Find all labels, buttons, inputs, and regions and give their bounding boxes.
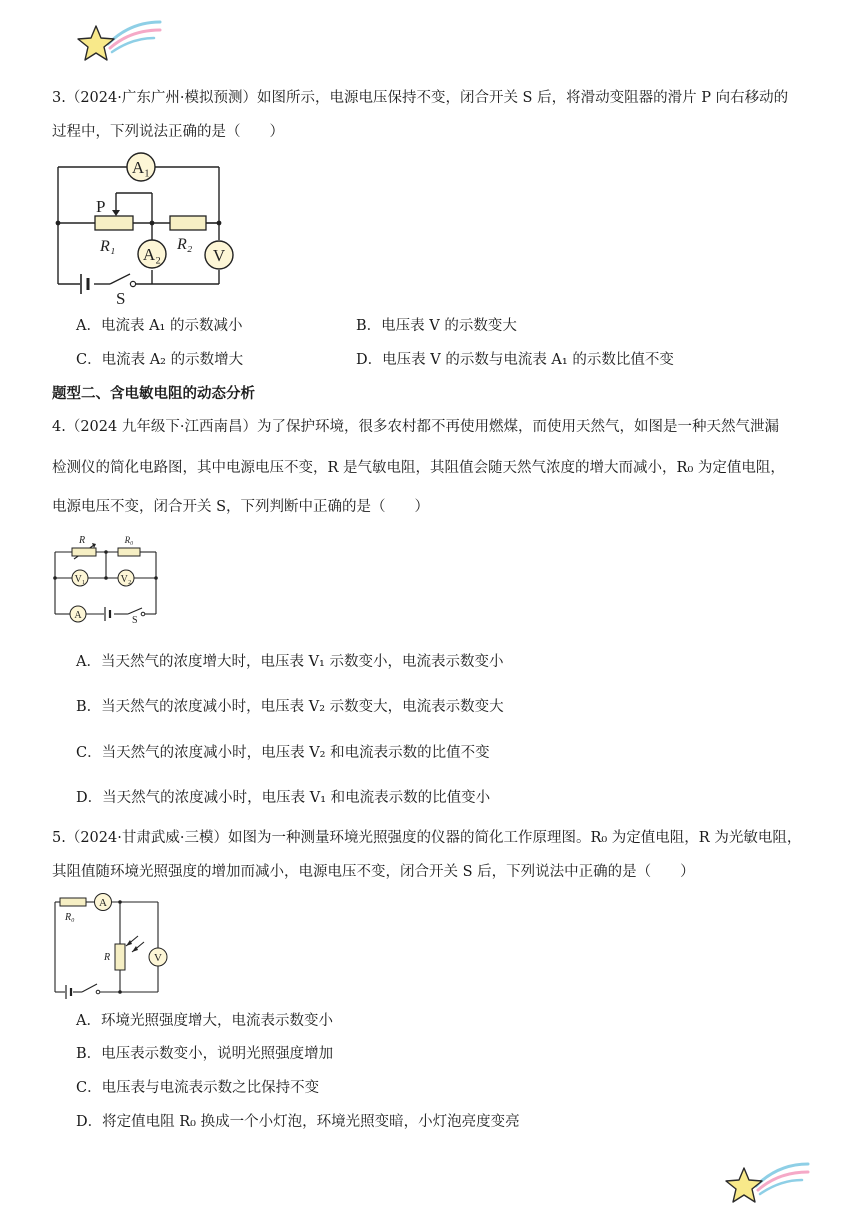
q5-option-d: D．将定值电阻 R₀ 换成一个小灯泡，环境光照变暗，小灯泡亮度变亮 (76, 1114, 520, 1130)
shooting-star-icon (74, 14, 164, 64)
q3-option-a: A．电流表 A₁ 的示数减小 (76, 318, 243, 334)
q4-option-d: D．当天然气的浓度减小时，电压表 V₁ 和电流表示数的比值变小 (76, 790, 491, 806)
q5-option-a: A．环境光照强度增大，电流表示数变小 (76, 1013, 333, 1029)
q3-label-S: S (116, 289, 126, 308)
q3-label-R2: R₂ (177, 236, 193, 253)
q4-circuit-diagram (52, 532, 164, 624)
q4-option-b: B．当天然气的浓度减小时，电压表 V₂ 示数变大，电流表示数变大 (76, 699, 504, 715)
q3-label-P: P (96, 197, 106, 216)
q5-label-A: A (99, 897, 107, 909)
q3-circuit-diagram (52, 150, 242, 310)
q4-option-a: A．当天然气的浓度增大时，电压表 V₁ 示数变小，电流表示数变小 (76, 654, 504, 670)
shooting-star-icon (722, 1156, 812, 1206)
section-title: 题型二、含电敏电阻的动态分析 (52, 386, 255, 402)
q4-label-R0: R₀ (124, 535, 134, 545)
q4-label-A: A (74, 610, 82, 621)
q3-option-c: C．电流表 A₂ 的示数增大 (76, 352, 244, 368)
q5-option-c: C．电压表与电流表示数之比保持不变 (76, 1080, 320, 1096)
q3-option-b: B．电压表 V 的示数变大 (356, 318, 517, 334)
q3-stem-line1: 3.（2024·广东广州·模拟预测）如图所示，电源电压保持不变，闭合开关 S 后，将滑动变阻器的滑片 P 向右移动的 (52, 90, 789, 106)
q5-label-V: V (154, 952, 162, 964)
q3-stem-line2: 过程中，下列说法正确的是（ ） (52, 124, 284, 140)
q3-label-A2: A₂ (142, 245, 162, 264)
q3-label-R1: R₁ (100, 238, 116, 255)
q4-label-R: R (78, 535, 86, 546)
q4-label-S: S (132, 615, 138, 624)
q5-label-R: R (104, 952, 111, 963)
q4-stem-line2: 检测仪的简化电路图，其中电源电压不变，R 是气敏电阻，其阻值会随天然气浓度的增大而减小，R₀ 为定值电阻， (52, 460, 785, 476)
q3-option-d: D．电压表 V 的示数与电流表 A₁ 的示数比值不变 (356, 352, 674, 368)
q3-label-A1: A₁ (131, 158, 151, 177)
q4-stem-line3: 电源电压不变，闭合开关 S，下列判断中正确的是（ ） (52, 499, 430, 515)
q5-option-b: B．电压表示数变小，说明光照强度增加 (76, 1046, 334, 1062)
q4-label-V2: V₂ (120, 574, 132, 585)
q5-circuit-diagram (52, 892, 182, 1000)
q5-stem-line1: 5.（2024·甘肃武威·三模）如图为一种测量环境光照强度的仪器的简化工作原理图。R₀ 为定值电阻，R 为光敏电阻， (52, 830, 802, 846)
q4-stem-line1: 4.（2024 九年级下·江西南昌）为了保护环境，很多农村都不再使用燃煤，而使用天然气，如图是一种天然气泄漏 (52, 419, 779, 435)
q5-label-R0: R₀ (65, 912, 75, 923)
q5-stem-line2: 其阻值随环境光照强度的增加而减小，电源电压不变，闭合开关 S 后，下列说法中正确的是（ ） (52, 864, 695, 880)
q4-label-V1: V₁ (74, 574, 86, 585)
q3-label-V: V (212, 246, 226, 265)
q4-option-c: C．当天然气的浓度减小时，电压表 V₂ 和电流表示数的比值不变 (76, 745, 490, 761)
